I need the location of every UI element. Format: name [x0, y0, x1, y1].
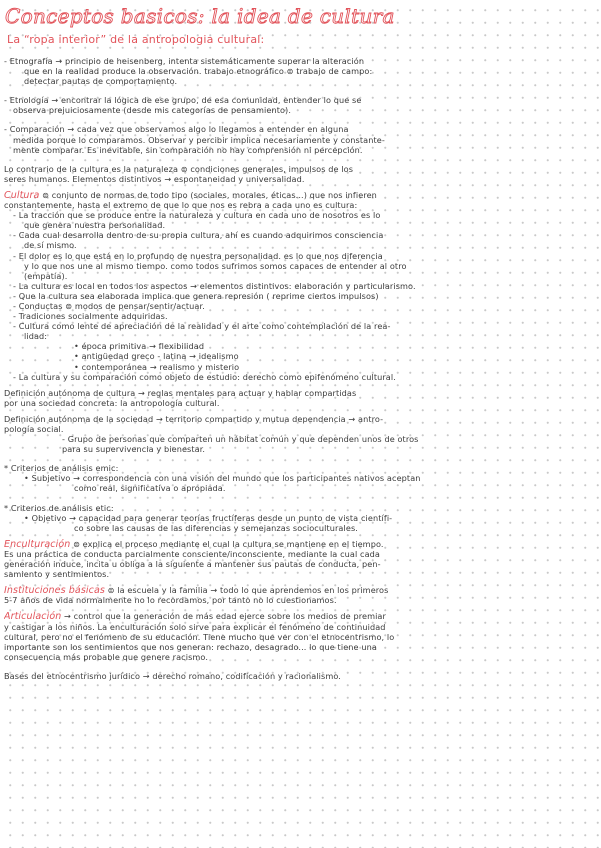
text-line: - Conductas ⊜ modos de pensar/sentir/actuar. — [13, 300, 205, 311]
text-line: cultural, pero no el fenómeno de su educación. Tiene mucho que ver con el etnocentrismo, lo — [4, 631, 395, 642]
text-line: Bases del etnocentrismo jurídico → derecho romano, codificación y racionalismo. — [4, 670, 341, 681]
list-item: • época primitiva → flexibilidad — [74, 341, 205, 352]
text-line: y lo que nos une al mismo tiempo. como todos sufrimos somos capaces de entender al otro — [24, 260, 407, 271]
text-line: importante son los sentimientos que nos generan: rechazo, desagrado... lo que tiene una — [4, 641, 377, 652]
paragraph-definicion-cultura — [4, 388, 596, 408]
notes-body — [4, 50, 596, 681]
text-line: para su supervivencia y bienestar. — [62, 444, 206, 455]
text-line: constantemente, hasta el extremo de que lo que nos es rebra a cada uno es cultura: — [4, 200, 358, 211]
list-item: • antigüedad greco - latina → idealismo — [74, 351, 239, 362]
text-line: → control que la generación de más edad ejerce sobre los medios de premiar — [61, 611, 386, 622]
list-item: • Subjetivo → correspondencia con una visión del mundo que los participantes nativos aceptan — [24, 473, 421, 484]
text-line: seres humanos. Elementos distintivos → espontaneidad y universalidad. — [4, 173, 305, 184]
term-articulacion: Articulación — [4, 611, 62, 622]
text-line: que genera nuestra personalidad. — [24, 220, 166, 231]
text-line: mente comparar. Es inevitable, sin comparación no hay comprensión ni percepción. — [13, 144, 363, 155]
page-title: Conceptos basicos: la idea de cultura — [5, 4, 395, 28]
text-line: - El dolor es lo que está en lo profundo de nuestra personalidad. es lo que nos diferencia — [13, 250, 383, 261]
text-line: lidad: — [24, 331, 48, 342]
text-line: de sí mismo. — [24, 240, 77, 251]
text-line: - Que la cultura sea elaborada implica que genera represión ( reprime ciertos impulsos) — [13, 290, 379, 301]
text-line: 5-7 años de vida normalmente no lo recordamos, por tanto no lo cuestionamos. — [4, 595, 337, 606]
text-line: ⊜ conjunto de normas de todo tipo (sociales, morales, éticas...) que nos infieren — [39, 189, 377, 200]
text-line: - La cultura y su comparación como objeto de estudio: derecho como epifenómeno cultural. — [13, 371, 396, 382]
paragraph-instituciones — [4, 585, 596, 605]
paragraph-naturaleza — [4, 164, 596, 184]
text-line: co sobre las causas de las diferencias y semejanzas socioculturales. — [74, 522, 358, 533]
list-item: • Objetivo → capacidad para generar teorías fructíferas desde un punto de vista científi- — [24, 512, 393, 523]
text-line: por una sociedad concreta: la antropología cultural. — [4, 397, 220, 408]
text-line: - Cada cual desarrolla dentro de su propia cultura, ahí es cuando adquirimos consciencia — [13, 230, 384, 241]
text-line: generación induce, incita u obliga a la siguiente a mantener sus pautas de conducta, pen- — [4, 559, 381, 570]
text-line: - La cultura es local en todos los aspectos → elementos distintivos: elaboración y particularismo. — [13, 280, 416, 291]
text-line: medida porque lo comparamos. Observar y percibir implica necesariamente y constante- — [13, 134, 385, 145]
text-line: ⊜ explica el proceso mediante el cual la cultura se mantiene en el tiempo. — [70, 538, 384, 549]
text-line: detectar pautas de comportamiento. — [24, 76, 178, 87]
term-instituciones: Instituciones básicas — [4, 585, 105, 596]
paragraph-comparacion — [4, 124, 596, 154]
text-line: ⊜ la escuela y la familia → todo lo que aprendemos en los primeros — [104, 585, 389, 596]
paragraph-etic — [4, 503, 596, 533]
paragraph-etnologia — [4, 95, 596, 115]
text-line: Definición autónoma de cultura → reglas mentales para actuar y hablar compartidas — [4, 387, 357, 398]
text-line: pología social. — [4, 424, 64, 434]
text-line: - Tradiciones socialmente adquiridas. — [13, 311, 168, 322]
list-item: • contemporánea → realismo y misterio — [74, 361, 240, 372]
text-line: * Criterios de análisis etic: — [4, 502, 114, 513]
text-line: samiento y sentimientos. — [4, 569, 110, 580]
paragraph-definicion-sociedad — [4, 414, 596, 454]
text-line: * Criterios de análisis emic: — [4, 463, 119, 474]
term-cultura: Cultura — [4, 189, 40, 201]
text-line: - Comparación → cada vez que observamos algo lo llegamos a entender en alguna — [4, 124, 349, 135]
text-line: - La tracción que se produce entre la naturaleza y cultura en cada uno de nosotros es lo — [13, 210, 381, 221]
text-line: Lo contrario de la cultura es la naturaleza ⊜ condiciones generales, impulsos de los — [4, 163, 354, 174]
paragraph-emic — [4, 463, 596, 493]
text-line: que en la realidad produce la observación. trabajo etnográfico ⊜ trabajo de campo: — [24, 66, 373, 77]
page-subtitle: La “ropa interior” de la antropologia cultural: — [7, 33, 265, 46]
text-line: - Etnología → encontrar la lógica de ese grupo, de esa comunidad, entender lo que se — [4, 95, 362, 106]
text-line: - Cultura como lente de apreciación de la realidad y el arte como contemplación de la rea- — [13, 321, 391, 332]
term-enculturacion: Enculturación — [4, 538, 71, 549]
text-line: Definición autónoma de la sociedad → territorio compartido y mutua dependencia → antro- — [4, 413, 384, 424]
text-line: observa prejuiciosamente (desde mis categorías de pensamiento). — [13, 105, 292, 116]
paragraph-etnografia — [4, 56, 596, 86]
paragraph-enculturacion — [4, 539, 596, 579]
text-line: - Etnografía → principio de heisenberg, intenta sistemáticamente superar la alteración — [4, 56, 365, 66]
text-line: consecuencia más probable que genere racismo. — [4, 651, 209, 662]
text-line: como real, significativa o apropiada. — [74, 483, 226, 494]
paragraph-articulacion — [4, 611, 596, 661]
text-line: - Grupo de personas que comparten un hábitat común y que dependen unos de otros — [62, 434, 419, 445]
paragraph-bases — [4, 671, 596, 681]
paragraph-cultura — [4, 190, 596, 382]
text-line: (empatía). — [24, 270, 68, 281]
text-line: y castigar a los niños. La enculturación solo sirve para explicar el fenómeno de continuidad — [4, 621, 386, 632]
text-line: Es una práctica de conducta parcialmente consciente/inconsciente, mediante la cual cada — [4, 548, 380, 559]
